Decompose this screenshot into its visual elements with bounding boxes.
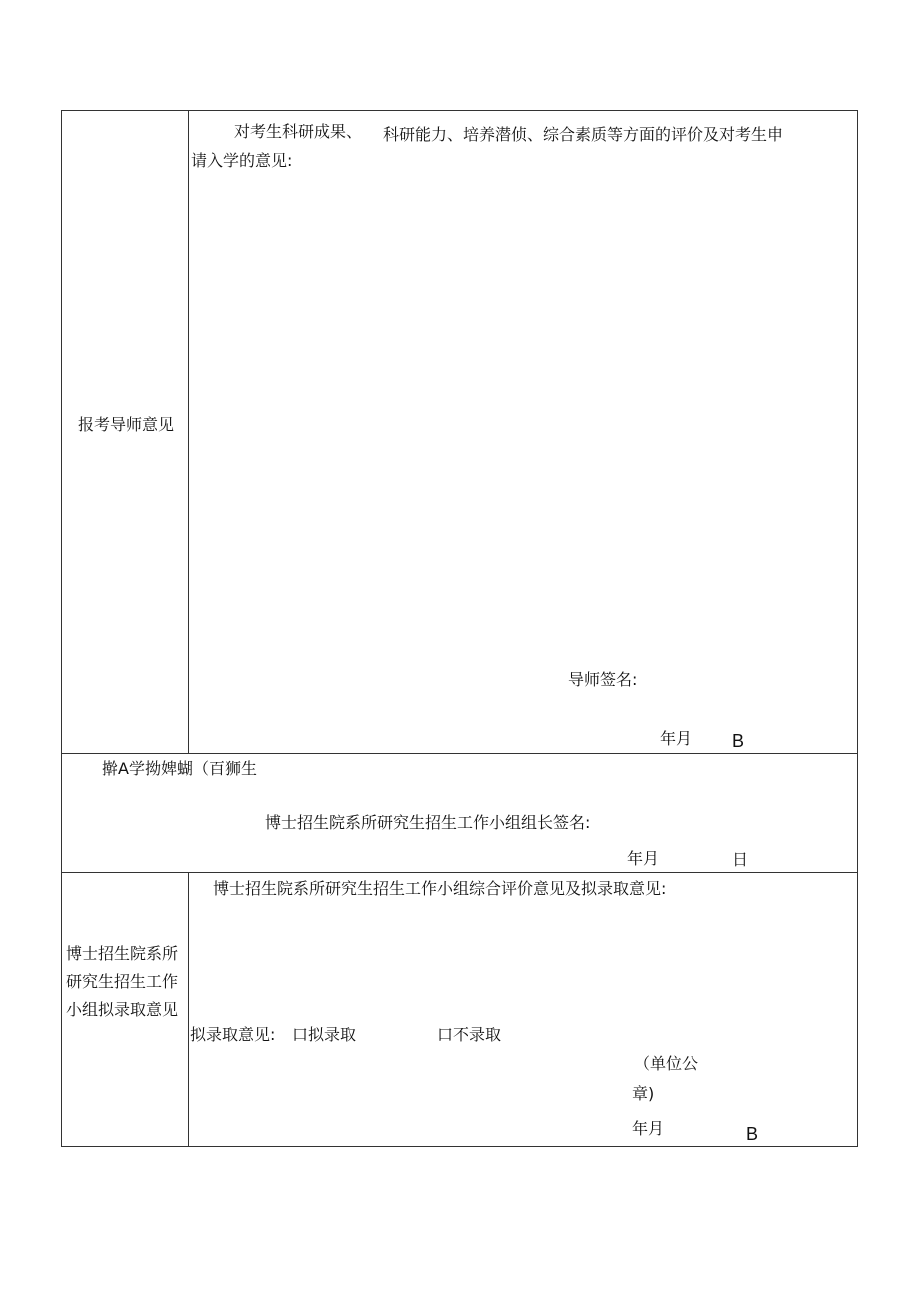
committee-date-year-month: 年月 — [632, 1119, 665, 1138]
decision-label: 拟录取意见: — [190, 1025, 276, 1044]
column-divider-bottom — [188, 872, 189, 1146]
unit-seal-line1: （单位公 — [634, 1054, 699, 1073]
advisor-signature-label: 导师签名: — [568, 670, 638, 689]
advisor-prompt-line2: 请入学的意见: — [191, 151, 293, 170]
group-leader-date-day: 日 — [732, 850, 749, 869]
advisor-prompt-part1: 对考生科研成果、 — [234, 122, 363, 141]
advisor-date-year-month: 年月 — [660, 729, 693, 748]
group-leader-signature-label: 博士招生院系所研究生招生工作小组组长签名: — [265, 813, 591, 832]
group-leader-header: 擀A学拗婢蝴（百狮生 — [102, 759, 257, 778]
committee-date-day: B — [746, 1124, 759, 1144]
admission-opinion-form — [61, 110, 858, 1147]
committee-row-label-line2: 研究生招生工作 — [66, 972, 179, 991]
committee-prompt: 博士招生院系所研究生招生工作小组综合评价意见及拟录取意见: — [213, 879, 667, 898]
option-reject-checkbox[interactable]: 口不录取 — [437, 1025, 502, 1044]
advisor-row-label: 报考导师意见 — [78, 415, 175, 434]
column-divider-top — [188, 111, 189, 753]
option-admit-checkbox[interactable]: 口拟录取 — [292, 1025, 357, 1044]
advisor-date-day: B — [732, 731, 745, 751]
advisor-prompt-part2: 科研能力、培养潜侦、综合素质等方面的评价及对考生申 — [383, 125, 784, 144]
committee-row-label-line3: 小组拟录取意见 — [66, 1000, 179, 1019]
committee-row-label-line1: 博士招生院系所 — [66, 944, 179, 963]
unit-seal-line2: 章) — [632, 1084, 655, 1103]
row-divider-1 — [62, 753, 857, 754]
group-leader-date-year-month: 年月 — [627, 849, 660, 868]
row-divider-2 — [62, 872, 857, 873]
